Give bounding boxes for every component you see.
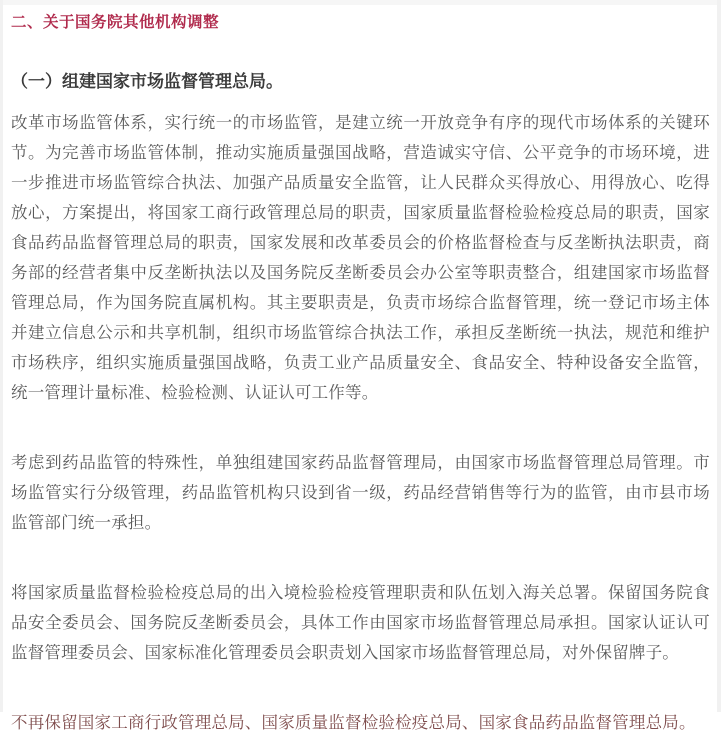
paragraph-drug-administration: 考虑到药品监管的特殊性，单独组建国家药品监督管理局，由国家市场监督管理总局管理。市场监管实行分级管理，药品监管机构只设到省一级，药品经营销售等行为的监管，由市县市场监管部门统一承担。 xyxy=(11,454,710,532)
page-edge-top xyxy=(0,0,721,5)
page-edge-right xyxy=(717,0,721,712)
page-edge-left xyxy=(0,0,3,712)
paragraph-market-regulator-formation: 改革市场监管体系，实行统一的市场监管，是建立统一开放竞争有序的现代市场体系的关键环节。为完善市场监管体制，推动实施质量强国战略，营造诚实守信、公平竞争的市场环境，进一步推进市场监管综合执法、加强产品质量安全监管，让人民群众买得放心、用得放心、吃得放心，方案提出，将国家工商行政管理总局的职责，国家质量监督检验检疫总局的职责，国家食品药品监督管理总局的职责，国家发展和改革委员会的价格监督检查与反垄断执法职责，商务部的经营者集中反垄断执法以及国务院反垄断委员会办公室等职责整合，组建国家市场监督管理总局，作为国务院直属机构。其主要职责是，负责市场综合监督管理，统一登记市场主体并建立信息公示和共享机制，组织市场监管综合执法工作，承担反垄断统一执法，规范和维护市场秩序，组织实施质量强国战略，负责工业产品质量安全、食品安全、特种设备安全监管，统一管理计量标准、检验检测、认证认可工作等。 xyxy=(11,114,710,402)
paragraph-agencies-abolished: 不再保留国家工商行政管理总局、国家质量监督检验检疫总局、国家食品药品监督管理总局。 xyxy=(11,714,696,732)
paragraph-duty-transfers: 将国家质量监督检验检疫总局的出入境检验检疫管理职责和队伍划入海关总署。保留国务院食品安全委员会、国务院反垄断委员会，具体工作由国家市场监督管理总局承担。国家认证认可监督管理委员会、国家标准化管理委员会职责划入国家市场监督管理总局，对外保留牌子。 xyxy=(11,584,710,662)
sub-heading: （一）组建国家市场监督管理总局。 xyxy=(11,72,283,91)
section-heading: 二、关于国务院其他机构调整 xyxy=(11,14,220,31)
